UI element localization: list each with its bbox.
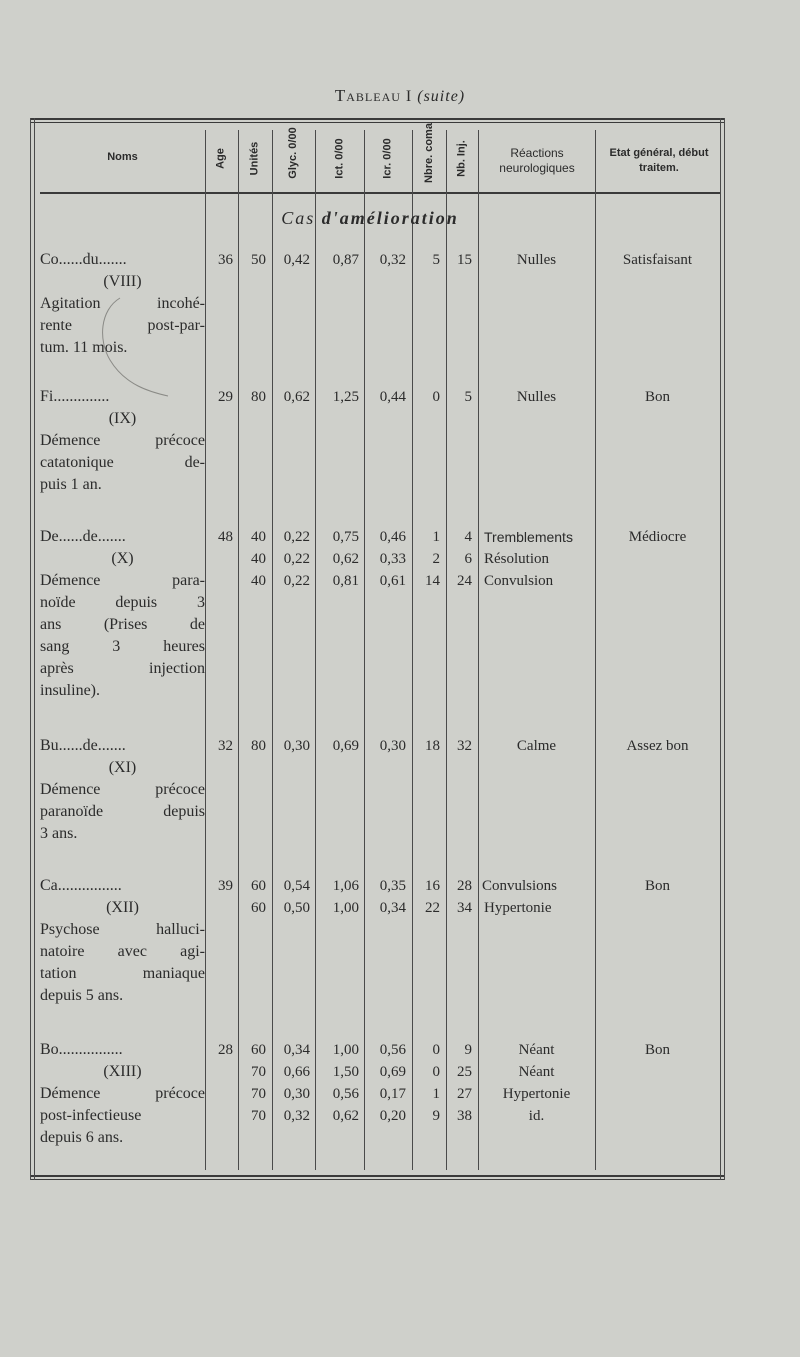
icr: 0,17 (379, 1086, 406, 1102)
ict: 1,50 (332, 1064, 359, 1080)
etat-general: Bon (644, 389, 670, 405)
glyc: 0,30 (283, 1086, 310, 1102)
icr: 0,32 (379, 252, 406, 268)
frame-left-inner (34, 118, 35, 1180)
reaction: Hypertonie (484, 900, 552, 916)
case-xi-name (40, 735, 205, 845)
ict: 0,87 (332, 252, 359, 268)
icr: 0,20 (379, 1108, 406, 1124)
reaction: Calme (516, 738, 557, 754)
icr: 0,34 (379, 900, 406, 916)
reaction: id. (528, 1108, 545, 1124)
frame-top (30, 118, 724, 120)
header-unites: Unités (248, 141, 261, 176)
case-xiii-name (40, 1039, 205, 1149)
ict: 0,69 (332, 738, 359, 754)
etat-general: Bon (644, 878, 670, 894)
name-line: 3 ans. (40, 825, 78, 842)
col-sep (412, 130, 413, 1170)
reaction: Convulsions (482, 878, 558, 894)
reaction: Néant (518, 1064, 555, 1080)
nbre-coma: 9 (432, 1108, 440, 1124)
title-suffix: (suite) (417, 88, 466, 105)
header-etat: Etat général, début traitem. (609, 147, 709, 174)
name-line: depuis 5 ans. (40, 987, 124, 1004)
ict: 1,06 (332, 878, 359, 894)
nb-inj: 25 (457, 1064, 472, 1080)
glyc: 0,50 (283, 900, 310, 916)
reaction: Nulles (516, 252, 557, 268)
frame-right (724, 118, 725, 1180)
nb-inj: 27 (457, 1086, 472, 1102)
name-line: Démence précoce (40, 432, 205, 449)
nbre-coma: 18 (425, 738, 440, 754)
header-icr: Icr. 0/00 (381, 138, 394, 179)
glyc: 0,34 (283, 1042, 310, 1058)
col-sep (205, 130, 206, 1170)
unites: 70 (251, 1064, 266, 1080)
unites: 60 (251, 900, 266, 916)
unites: 40 (251, 573, 266, 589)
col-sep (364, 130, 365, 1170)
reaction: Tremblements (484, 529, 573, 545)
icr: 0,56 (379, 1042, 406, 1058)
glyc: 0,42 (283, 252, 310, 268)
name-line: De......de....... (40, 528, 126, 545)
name-line: tation maniaque (40, 965, 205, 982)
name-line: Co......du....... (40, 251, 127, 268)
name-line: Fi.............. (40, 388, 110, 405)
name-line: noïde depuis 3 (40, 594, 205, 611)
name-line: paranoïde depuis (40, 803, 205, 820)
icr: 0,35 (379, 878, 406, 894)
age: 36 (218, 252, 233, 268)
age: 28 (218, 1042, 233, 1058)
age: 48 (218, 529, 233, 545)
name-line: Psychose halluci- (40, 921, 205, 938)
reaction: Hypertonie (502, 1086, 571, 1102)
case-ix-name (40, 386, 205, 496)
unites: 60 (251, 878, 266, 894)
name-line: Démence précoce (40, 781, 205, 798)
icr: 0,30 (379, 738, 406, 754)
age: 39 (218, 878, 233, 894)
glyc: 0,30 (283, 738, 310, 754)
name-line: puis 1 an. (40, 476, 102, 493)
header-nbre-coma: Nbre. coma (423, 123, 435, 183)
header-glyc: Glyc. 0/00 (287, 127, 299, 179)
nbre-coma: 14 (425, 573, 440, 589)
reaction: Néant (518, 1042, 555, 1058)
col-sep (272, 130, 273, 1170)
glyc: 0,22 (283, 551, 310, 567)
name-line: post-infectieuse (40, 1107, 142, 1124)
reaction: Nulles (516, 389, 557, 405)
unites: 70 (251, 1108, 266, 1124)
nbre-coma: 5 (432, 252, 440, 268)
glyc: 0,22 (283, 529, 310, 545)
nb-inj: 4 (464, 529, 472, 545)
frame-bottom-inner (30, 1179, 724, 1180)
col-sep (595, 130, 596, 1170)
name-line: Bo................ (40, 1041, 123, 1058)
title-number: I (405, 88, 413, 105)
ict: 1,00 (332, 900, 359, 916)
name-line: natoire avec agi- (40, 943, 205, 960)
nbre-coma: 0 (432, 389, 440, 405)
unites: 80 (251, 389, 266, 405)
nb-inj: 5 (464, 389, 472, 405)
section-heading (0, 208, 740, 229)
unites: 70 (251, 1086, 266, 1102)
case-x-name (40, 526, 205, 702)
unites: 40 (251, 551, 266, 567)
ict: 0,56 (332, 1086, 359, 1102)
nbre-coma: 1 (432, 1086, 440, 1102)
name-line: Démence para- (40, 572, 205, 589)
name-line: après injection (40, 660, 205, 677)
name-line: Démence précoce (40, 1085, 205, 1102)
unites: 40 (251, 529, 266, 545)
icr: 0,33 (379, 551, 406, 567)
icr: 0,69 (379, 1064, 406, 1080)
section-part1: Cas (281, 208, 316, 228)
etat-general: Satisfaisant (622, 252, 693, 268)
ict: 0,75 (332, 529, 359, 545)
table-title (0, 86, 800, 106)
title-main: Tableau (334, 86, 401, 105)
ict: 0,62 (332, 551, 359, 567)
name-line: ans (Prises de (40, 616, 205, 633)
header-noms: Noms (107, 151, 138, 163)
name-line: catatonique de- (40, 454, 205, 471)
ict: 1,00 (332, 1042, 359, 1058)
nb-inj: 28 (457, 878, 472, 894)
name-line: Agitation incohé- (40, 295, 205, 312)
glyc: 0,66 (283, 1064, 310, 1080)
etat-general: Bon (644, 1042, 670, 1058)
col-sep (478, 130, 479, 1170)
glyc: 0,32 (283, 1108, 310, 1124)
col-sep (315, 130, 316, 1170)
name-line: sang 3 heures (40, 638, 205, 655)
reaction: Convulsion (484, 573, 554, 589)
name-line: (X) (111, 550, 134, 567)
nbre-coma: 0 (432, 1042, 440, 1058)
reaction: Résolution (484, 551, 550, 567)
case-xii-name (40, 875, 205, 1007)
nb-inj: 38 (457, 1108, 472, 1124)
nb-inj: 34 (457, 900, 472, 916)
frame-left (30, 118, 31, 1180)
unites: 50 (251, 252, 266, 268)
nb-inj: 24 (457, 573, 472, 589)
nbre-coma: 16 (425, 878, 440, 894)
icr: 0,46 (379, 529, 406, 545)
age: 32 (218, 738, 233, 754)
name-line: (XIII) (103, 1063, 142, 1080)
name-line: rente post-par- (40, 317, 205, 334)
unites: 80 (251, 738, 266, 754)
ict: 0,81 (332, 573, 359, 589)
frame-top-inner (30, 122, 724, 123)
nb-inj: 6 (464, 551, 472, 567)
ict: 1,25 (332, 389, 359, 405)
pen-stroke-mark (80, 290, 170, 400)
nb-inj: 15 (457, 252, 472, 268)
nbre-coma: 2 (432, 551, 440, 567)
name-line: (VIII) (103, 273, 142, 290)
etat-general: Assez bon (626, 738, 689, 754)
etat-general: Médiocre (628, 529, 687, 545)
glyc: 0,62 (283, 389, 310, 405)
icr: 0,61 (379, 573, 406, 589)
frame-right-inner (720, 118, 721, 1180)
frame-bottom (30, 1175, 724, 1177)
glyc: 0,22 (283, 573, 310, 589)
name-line: (XII) (106, 899, 139, 916)
name-line: Ca................ (40, 877, 122, 894)
col-sep (446, 130, 447, 1170)
header-rule (40, 192, 720, 194)
header-age: Age (214, 148, 227, 169)
age: 29 (218, 389, 233, 405)
name-line: insuline). (40, 682, 100, 699)
col-sep (238, 130, 239, 1170)
nbre-coma: 0 (432, 1064, 440, 1080)
name-line: tum. 11 mois. (40, 339, 128, 356)
nb-inj: 32 (457, 738, 472, 754)
icr: 0,44 (379, 389, 406, 405)
nbre-coma: 1 (432, 529, 440, 545)
nbre-coma: 22 (425, 900, 440, 916)
header-reactions: Réactions neurologiques (499, 146, 575, 175)
name-line: Bu......de....... (40, 737, 126, 754)
header-nb-inj: Nb. Inj. (455, 140, 468, 177)
header-ict: Ict. 0/00 (333, 138, 346, 179)
glyc: 0,54 (283, 878, 310, 894)
name-line: depuis 6 ans. (40, 1129, 124, 1146)
name-line: (IX) (108, 410, 137, 427)
name-line: (XI) (108, 759, 137, 776)
ict: 0,62 (332, 1108, 359, 1124)
nb-inj: 9 (464, 1042, 472, 1058)
section-part2: d'amélioration (321, 208, 459, 228)
unites: 60 (251, 1042, 266, 1058)
